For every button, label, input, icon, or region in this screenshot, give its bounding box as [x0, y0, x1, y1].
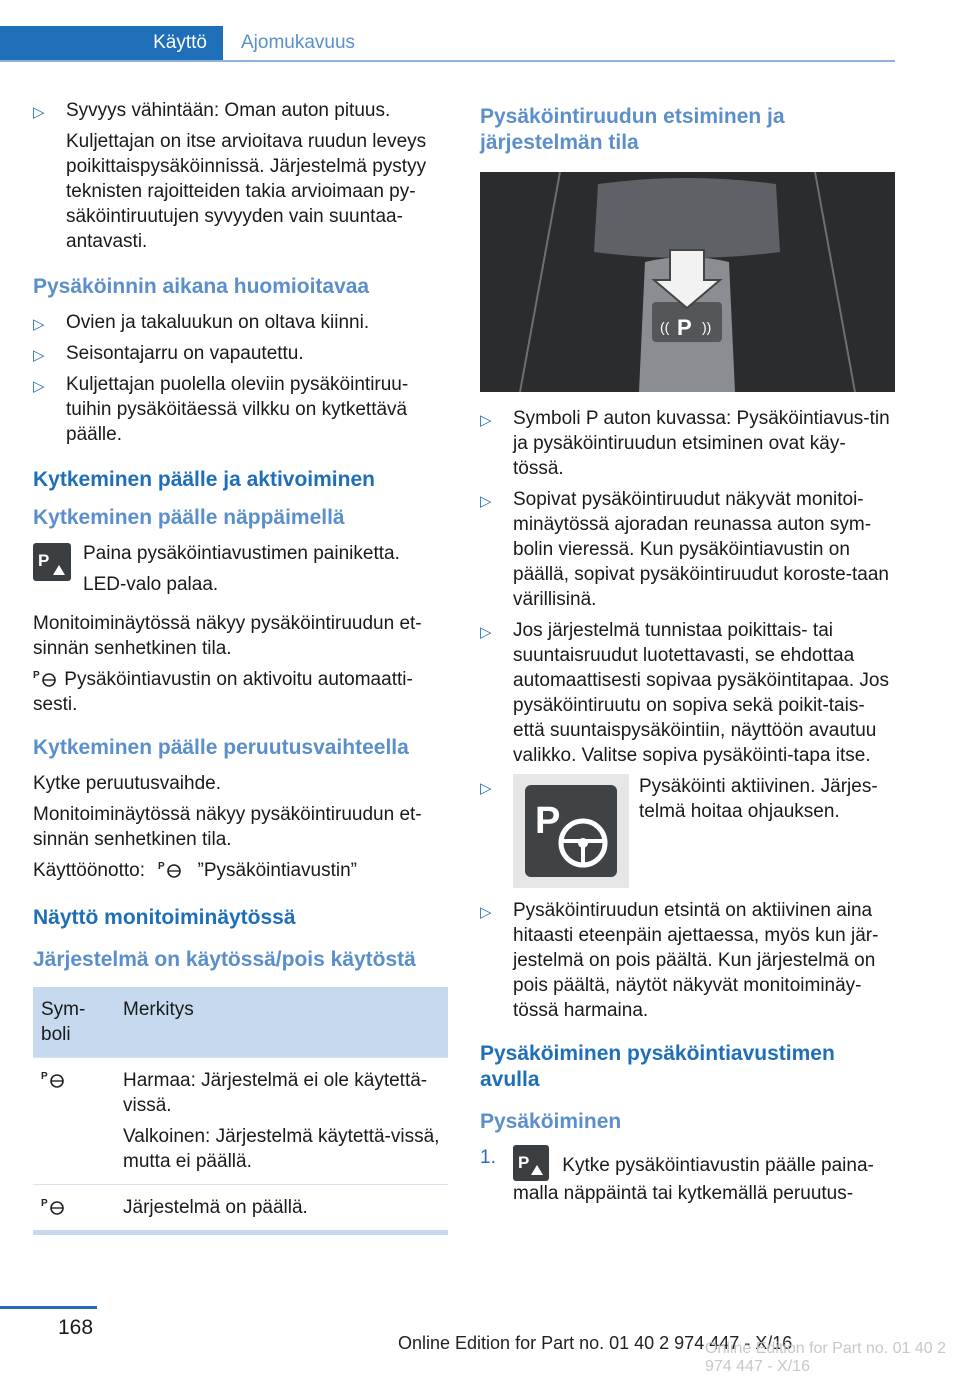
right-column: [480, 98, 895, 1212]
svg-text:P: P: [33, 670, 40, 681]
body-text: P Pysäköintiavustin on aktivoitu automaatti‐sesti.: [33, 669, 413, 715]
body-text: LED-valo palaa.: [83, 574, 219, 595]
table-row: [33, 1185, 448, 1233]
bullet-triangle-icon: ▷: [33, 347, 45, 364]
table-cell-text: Harmaa: Järjestelmä ei ole käytettä‐vissä.: [123, 1070, 428, 1116]
park-assist-button-icon: P: [33, 543, 71, 581]
svg-text:P: P: [41, 1198, 48, 1209]
svg-text:P: P: [158, 861, 165, 872]
heading-on-off: Järjestelmä on käytössä/pois käytöstä: [33, 948, 416, 971]
body-text: Monitoiminäytössä näkyy pysäköintiruudun et‐sinnän senhetkinen tila.: [33, 613, 422, 659]
list-item: ▷ Ovien ja takaluukun on oltava kiinni.: [33, 310, 448, 335]
left-column: [33, 98, 448, 1235]
heading-search-status: Pysäköintiruudun etsiminen ja järjestelmän tila: [480, 105, 785, 154]
parking-display-image: [480, 172, 895, 392]
bullet-triangle-icon: ▷: [33, 378, 45, 395]
edition-note: Online Edition for Part no. 01 40 2 974 447 - X/16: [398, 1333, 793, 1353]
svg-text:)): )): [702, 319, 712, 335]
list-item: ▷ Jos järjestelmä tunnistaa poikittais- tai suuntaisruudut luotettavasti, se ehdottaa automaattisesti sopivaa pysäköintitapaa. Jos pysäköintiruutu on sopiva sekä poikit‐tais- että suuntaispysäköintiin, näyttöön avautuu valikko. Valitse sopiva pysäköinti‐tapa itse.: [480, 620, 889, 766]
bullet-triangle-icon: ▷: [480, 904, 492, 921]
page-header: [0, 0, 895, 62]
park-assist-active-icon: [33, 668, 59, 688]
section-tab-ajomukavuus[interactable]: Ajomukavuus: [241, 32, 356, 53]
svg-text:P: P: [535, 800, 561, 842]
heading-parking-with-assistant: Pysäköiminen pysäköintiavustimen avulla: [480, 1042, 835, 1091]
heading-reverse-activation: Kytkeminen päälle peruutusvaihteella: [33, 736, 409, 759]
bullet-triangle-icon: ▷: [480, 412, 492, 429]
table-row: [33, 1058, 448, 1185]
bullet-triangle-icon: ▷: [480, 624, 492, 641]
bullet-triangle-icon: ▷: [480, 493, 492, 510]
park-assist-button-icon: P: [513, 1145, 549, 1181]
park-assist-symbol-active-icon: [41, 1196, 67, 1216]
bullet-triangle-icon: ▷: [33, 104, 45, 121]
step-number: 1.: [480, 1147, 496, 1168]
table-header-symbol: Sym‐boli: [33, 987, 115, 1058]
list-item-step: 1. P Kytke pysäköintiavustin päälle paina‐malla näppäintä tai kytkemällä peruutus‐: [480, 1147, 874, 1204]
list-item: ▷ Syvyys vähintään: Oman auton pituus.: [33, 98, 448, 123]
svg-text:P: P: [677, 315, 692, 340]
svg-text:P: P: [41, 1071, 48, 1082]
header-divider: [0, 60, 895, 62]
bullet-triangle-icon: ▷: [33, 316, 45, 333]
commissioning-line: Käyttöönotto: P ”Pysäköintiavustin”: [33, 860, 357, 881]
heading-activation: Kytkeminen päälle ja aktivoiminen: [33, 468, 375, 491]
heading-display: Näyttö monitoiminäytössä: [33, 906, 296, 929]
svg-text:((: ((: [660, 319, 670, 335]
heading-parking: Pysäköiminen: [480, 1110, 622, 1133]
button-instruction: [33, 541, 448, 603]
chapter-tab-kaytto[interactable]: Käyttö: [0, 26, 223, 60]
park-assist-symbol-icon: [41, 1069, 67, 1089]
page-number: 168: [58, 1316, 94, 1339]
body-text: Kuljettajan on itse arvioitava ruudun leveys poikittaispysäköinnissä. Järjestelmä pystyy teknisten rajoitteiden takia arvioimaan py‐säköintiruutujen syvyyden vain suuntaa‐antavasti.: [66, 131, 427, 252]
table-cell-text: Valkoinen: Järjestelmä käytettä‐vissä, mutta ei päällä.: [123, 1126, 440, 1172]
symbol-table: [33, 987, 448, 1235]
list-item: ▷ Sopivat pysäköintiruudut näkyvät monitoi‐minäytössä ajoradan reunassa auton sym‐bolin vieressä. Kun pysäköintiavustin on päällä, sopivat pysäköintiruudut koroste‐taan värillisinä.: [480, 489, 890, 610]
table-cell-text: Järjestelmä on päällä.: [115, 1185, 448, 1233]
list-item: ▷ P Pysäköinti aktiivinen. Järjes‐telmä hoitaa ohjauksen.: [480, 774, 895, 888]
watermark-text: Online Edition for Part no. 01 40 2 974 447 - X/16: [705, 1340, 947, 1375]
list-item: ▷ Seisontajarru on vapautettu.: [33, 341, 448, 366]
heading-parking-notes: Pysäköinnin aikana huomioitavaa: [33, 275, 370, 298]
table-header-meaning: Merkitys: [115, 987, 448, 1058]
body-text: Paina pysäköintiavustimen painiketta.: [83, 543, 400, 564]
list-item: ▷ Symboli P auton kuvassa: Pysäköintiavus‐tin ja pysäköintiruudun etsiminen ovat käy‐tössä.: [480, 408, 890, 479]
bullet-triangle-icon: ▷: [480, 780, 492, 797]
heading-button-activation: Kytkeminen päälle näppäimellä: [33, 506, 345, 529]
park-assist-menu-icon: [158, 859, 184, 879]
list-item: ▷ Kuljettajan puolella oleviin pysäköintiruu‐tuihin pysäköitäessä vilkku on kytkettävä päälle.: [33, 374, 409, 445]
body-text: Monitoiminäytössä näkyy pysäköintiruudun et‐sinnän senhetkinen tila.: [33, 804, 422, 850]
list-item: ▷ Pysäköintiruudun etsintä on aktiivinen aina hitaasti eteenpäin ajettaessa, myös kun jär‐jestelmä on pois päältä. Kun järjestelmä on pois päältä, näytöt näkyvät monitoiminäy‐tössä harmaina.: [480, 900, 879, 1021]
body-text: Kytke peruutusvaihde.: [33, 773, 222, 794]
footer-divider: [0, 1306, 97, 1309]
parking-active-symbol-icon: [513, 774, 629, 888]
